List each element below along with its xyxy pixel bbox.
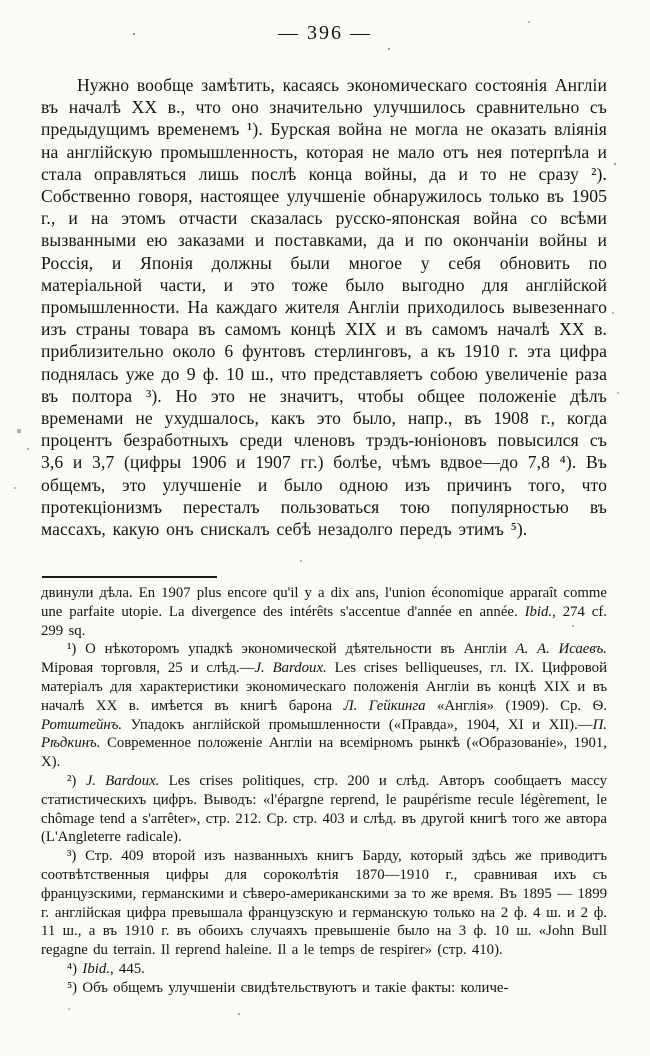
text-run: ²) <box>67 772 86 789</box>
footnote-separator-rule <box>42 576 217 578</box>
text-run: Les crises politiques, стр. 200 и слѣд. Авторъ сообщаетъ массу статистическихъ цифръ. Выводъ: «l'épargne reprend, le paupérisme recule légèrement, le chômage tend a s'arrêter», стр. 212. Ср. стр. 403 и слѣд. въ другой книгѣ того же автора (L'Angleterre radicale). <box>41 772 607 846</box>
text-run: двинули дѣла. En 1907 plus encore qu'il y a dix ans, l'union économique apparaît comme une parfaite utopie. La divergence des intérêts s'accentue d'année en année. <box>41 585 607 620</box>
text-run: Современное положеніе Англіи на всемірномъ рынкѣ («Образованіе», 1901, X). <box>41 735 607 771</box>
footnote-5 <box>41 979 607 998</box>
text-run: , 445. <box>109 960 145 977</box>
text-run: Міровая торговля, 25 и слѣд.— <box>41 660 255 677</box>
footnote-3 <box>41 847 607 960</box>
text-run: ⁴) <box>67 960 83 977</box>
text-run: «Англія» (1909). Ср. Ѳ. <box>425 697 607 714</box>
text-run: ¹) О нѣкоторомъ упадкѣ экономической дѣятельности въ Англіи <box>67 641 516 658</box>
main-paragraph: Нужно вообще замѣтить, касаясь экономическаго состоянія Англіи въ началѣ XX в., что оно значительно улучшилось сравнительно съ предыдущимъ временемъ ¹). Бурская война не могла не оказать вліянія на англійскую промышленность, которая не мало отъ нея потерпѣла и стала оправляться лишь послѣ конца войны, да и то не сразу ²). Собственно говоря, настоящее улучшеніе обнаружилось только въ 1905 г., и на этомъ отчасти сказалась русско-японская война со всѣми вызванными ею заказами и поставками, да и по окончаніи войны и Россія, и Японія должны были многое у себя обновить по матеріальной части, и это тоже было выгодно для англійской промышленности. На каждаго жителя Англіи приходилось вывезеннаго изъ страны товара въ самомъ концѣ XIX и въ самомъ началѣ XX в. приблизительно около 6 фунтовъ стерлинговъ, а къ 1910 г. эта цифра поднялась уже до 9 ф. 10 ш., что представляетъ собою увеличеніе раза въ полтора ³). Но это не значитъ, чтобы общее положеніе дѣлъ временами не ухудшалось, какъ это было, напр., въ 1908 г., когда процентъ безработныхъ среди членовъ трэдъ-юніоновъ повысился съ 3,6 и 3,7 (цифры 1906 и 1907 гг.) болѣе, чѣмъ вдвое—до 7,8 ⁴). Въ общемъ, это улучшеніе и было одною изъ причинъ того, что протекціонизмъ пересталъ пользоваться тою популярностью въ массахъ, какую онъ снискалъ себѣ незадолго передъ этимъ ⁵). <box>41 75 607 540</box>
footnote-continuation <box>41 584 607 640</box>
scan-noise-specks <box>0 0 2 2</box>
footnote-4 <box>41 960 607 979</box>
italic-text: Л. Гейкинга <box>343 697 426 714</box>
text-run: , 274 cf. 299 sq. <box>41 603 608 639</box>
footnotes-block <box>41 584 607 998</box>
italic-text: Ibid. <box>524 603 553 620</box>
text-run: Les crises belliqueuses, гл. IX. Цифровой матеріалъ для характеристики экономическаго положенія Англіи въ концѣ XIX и въ началѣ XX в. имѣется въ книгѣ барона <box>41 660 607 714</box>
italic-text: Ротштейнъ. <box>41 716 123 733</box>
text-run: Упадокъ англійской промышленности («Правда», 1904, XI и XII).— <box>122 716 593 733</box>
footnote-2 <box>41 772 607 847</box>
italic-text: А. А. Исаевъ. <box>515 641 607 658</box>
italic-text: Ibid. <box>82 960 110 977</box>
italic-text: П. Рѣдкинъ. <box>41 716 607 752</box>
italic-text: J. Bardoux. <box>85 772 160 789</box>
main-text-block <box>41 74 607 540</box>
text-run: ³) Стр. 409 второй изъ названныхъ книгъ Барду, который здѣсь же приводитъ соотвѣтственныя цифры для сороколѣтія 1870—1910 г., сравнивая ихъ съ французскими, германскими и сѣверо-американскими за то же время. Въ 1895 — 1899 г. англійская цифра превышала французскую и германскую только на 2 ф. 4 ш. и 2 ф. 11 ш., а въ 1910 г. въ обоихъ случаяхъ превышеніе было на 3 ф. 10 ш. «John Bull regagne du terrain. Il reprend haleine. Il a le temps de respirer» (стр. 410). <box>41 848 607 959</box>
page-number: — 396 — <box>278 22 372 44</box>
text-run: ⁵) Объ общемъ улучшеніи свидѣтельствуютъ и такіе факты: количе- <box>67 979 509 996</box>
italic-text: J. Bardoux. <box>254 660 327 677</box>
footnote-1 <box>41 640 607 772</box>
